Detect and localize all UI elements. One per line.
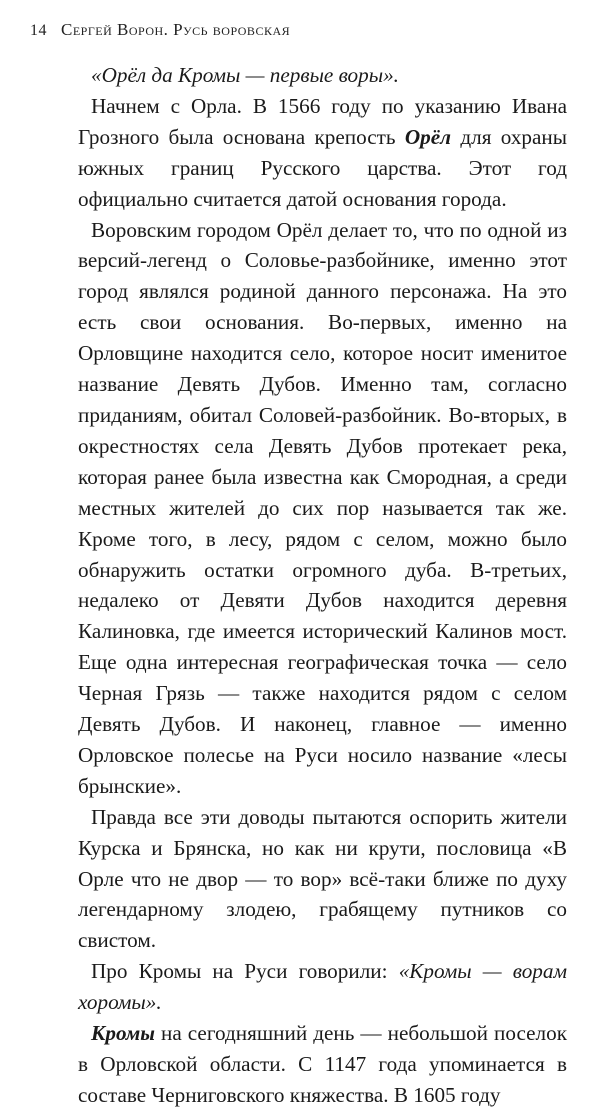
paragraph-orel-founding	[78, 91, 567, 215]
text-segment: на сегодняшний день — небольшой поселок в Орловской области. С 1147 года упоминается в составе Черниговского княжества. В 1605 году	[78, 1021, 567, 1107]
saying-kromy: «Кромы — ворам хоромы».	[78, 959, 567, 1015]
paragraph-kursk-bryansk	[78, 802, 567, 957]
text-segment: Воровским городом Орёл делает то, что по одной из версий-легенд о Соловье-разбойнике, именно этот город являлся родиной данного персонажа. На это есть свои основания. Во-первых, именно на Орловщине находится село, которое носит именитое название Девять Дубов. Именно там, согласно приданиям, обитал Соловей-разбойник. Во-вторых, в окрестностях села Девять Дубов протекает река, которая ранее была известна как Смородная, а среди местных жителей до сих пор называется так же. Кроме того, в лесу, рядом с селом, можно было обнаружить остатки огромного дуба. В-третьих, недалеко от Девяти Дубов находится деревня Калиновка, где имеется исторический Калинов мост. Еще одна интересная географическая точка — село Черная Грязь — также находится рядом с селом Девять Дубов. И наконец, главное — именно Орловское полесье на Руси носило название «лесы брынские».	[78, 217, 567, 798]
running-title: Сергей Ворон. Русь воровская	[61, 20, 291, 39]
emphasis-kromy: Кромы	[91, 1021, 155, 1046]
text-segment: Про Кромы на Руси говорили:	[91, 959, 399, 984]
paragraph-solovey-legend	[78, 215, 567, 802]
text-segment: Правда все эти доводы пытаются оспорить жители Курска и Брянска, но как ни крути, пословица «В Орле что не двор — то вор» всё-таки ближе по духу легендарному злодею, грабящему путников со свистом.	[78, 804, 567, 953]
paragraph-kromy-today	[78, 1018, 567, 1111]
paragraph-kromy-saying	[78, 956, 567, 1018]
epigraph-text: «Орёл да Кромы — первые воры».	[91, 63, 399, 87]
emphasis-orel: Орёл	[404, 124, 452, 149]
body-text	[78, 60, 567, 1111]
text-segment: для охраны южных границ Русского царства. Этот год официально считается датой основания города.	[78, 124, 567, 211]
text-segment: Начнем с Орла. В 1566 году по указанию Ивана Грозного была основана крепость	[78, 93, 567, 149]
running-header	[30, 20, 567, 44]
page-number: 14	[30, 22, 47, 39]
paragraph-epigraph	[78, 60, 567, 91]
